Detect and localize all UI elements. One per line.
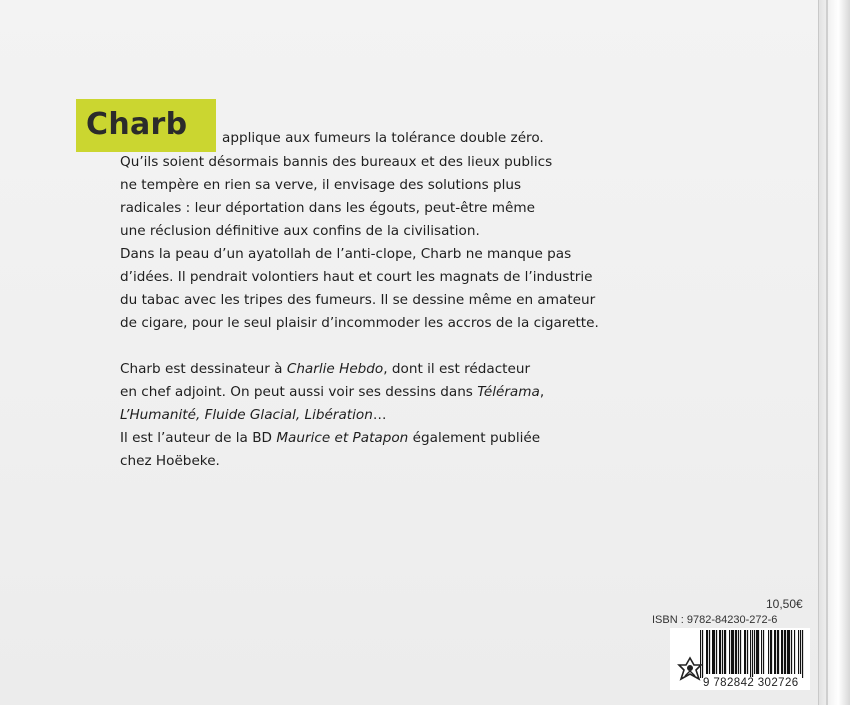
bio-line [120,430,540,446]
barcode-digits: 9 782842 302726 [703,677,799,689]
body-line [120,246,571,262]
bio-line [120,384,544,400]
text-segment: , dont il est rédacteur [383,361,531,377]
text-segment: de cigare, pour le seul plaisir d’incommoder les accros de la cigarette. [120,315,599,331]
barcode-bar [729,630,730,674]
barcode-bar [714,630,715,674]
barcode-bar [750,630,751,678]
barcode-bar [787,630,788,674]
italic-title: Maurice et Patapon [276,430,409,446]
barcode-bar [791,630,792,674]
book-spine [818,0,850,705]
text-segment: du tabac avec les tripes des fumeurs. Il se dessine même en amateur [120,292,596,308]
barcode-bar [798,630,799,674]
barcode-bar [735,630,736,674]
text-segment: ne tempère en rien sa verve, il envisage des solutions plus [120,177,522,193]
body-line [120,223,480,239]
isbn-label: ISBN : 9782-84230-272-6 [652,614,778,626]
text-segment: en chef adjoint. On peut aussi voir ses dessins dans [120,384,478,400]
barcode-bar [785,630,786,674]
barcode-bar [756,630,757,674]
barcode-bar [789,630,790,674]
barcode-bar [745,630,746,674]
text-segment: Qu’ils soient désormais bannis des bureaux et des lieux publics [120,154,553,170]
text-segment: d’idées. Il pendrait volontiers haut et court les magnats de l’industrie [120,269,593,285]
barcode-bar [732,630,733,674]
body-line [120,154,552,170]
barcode-bar [794,630,795,674]
italic-title: Charlie Hebdo [286,361,384,377]
text-segment: Charb est dessinateur à [120,361,287,377]
barcode-bar [747,630,748,674]
text-segment: … [372,407,387,423]
barcode-bar [740,630,741,674]
barcode-bar [713,630,714,674]
barcode-bar [709,630,710,674]
body-line [120,292,595,308]
italic-title: L’Humanité, Fluide Glacial, Libération [120,407,373,423]
barcode-bar [720,630,721,674]
barcode-bar [800,630,801,674]
barcode-bar [707,630,708,674]
barcode-bar [777,630,778,674]
text-segment: une réclusion définitive aux confins de la civilisation. [120,223,480,239]
text-segment: , [539,384,545,400]
publisher-logo-icon [677,656,703,682]
barcode-bar [744,630,745,674]
text-segment: également publiée [408,430,541,446]
barcode-bar [706,630,707,674]
spine-groove [826,0,828,705]
body-line [120,315,599,331]
barcode-bar [782,630,783,674]
italic-title: Télérama [477,384,540,400]
barcode-bar [757,630,758,674]
barcode-bar [775,630,776,674]
text-segment: Dans la peau d’un ayatollah de l’anti-clope, Charb ne manque pas [120,246,572,262]
barcode-bar [725,630,726,674]
body-line [222,130,544,146]
text-segment: Il est l’auteur de la BD [120,430,277,446]
bio-line [120,361,530,377]
title-box [76,99,216,152]
barcode-bar [724,630,725,674]
barcode-bar [733,630,734,674]
barcode-bar [778,630,779,674]
barcode-bar [731,630,732,674]
bio-line [120,407,386,423]
barcode-bar [768,630,769,674]
price-label: 10,50€ [766,597,803,611]
barcode [700,630,804,678]
barcode-bar [752,630,753,678]
barcode-bar [758,630,759,674]
text-segment: chez Hoëbeke. [120,453,220,469]
text-segment: applique aux fumeurs la tolérance double zéro. [222,130,544,146]
barcode-bar [788,630,789,674]
barcode-bar [771,630,772,674]
barcode-bar [774,630,775,674]
text-segment: radicales : leur déportation dans les égouts, peut-être même [120,200,536,216]
barcode-bar [738,630,739,674]
barcode-bar [754,630,755,674]
barcode-bar [770,630,771,674]
body-line [120,200,535,216]
barcode-bar [736,630,737,674]
bio-line [120,453,220,469]
author-title: Charb [86,107,188,142]
body-line [120,177,521,193]
body-line [120,269,593,285]
barcode-bar [781,630,782,674]
barcode-bar [719,630,720,674]
barcode-bar [802,630,803,678]
barcode-bar [722,630,723,674]
barcode-bar [712,630,713,674]
barcode-bar [761,630,762,674]
barcode-bar [716,630,717,674]
barcode-bar [784,630,785,674]
barcode-bar [763,630,764,674]
